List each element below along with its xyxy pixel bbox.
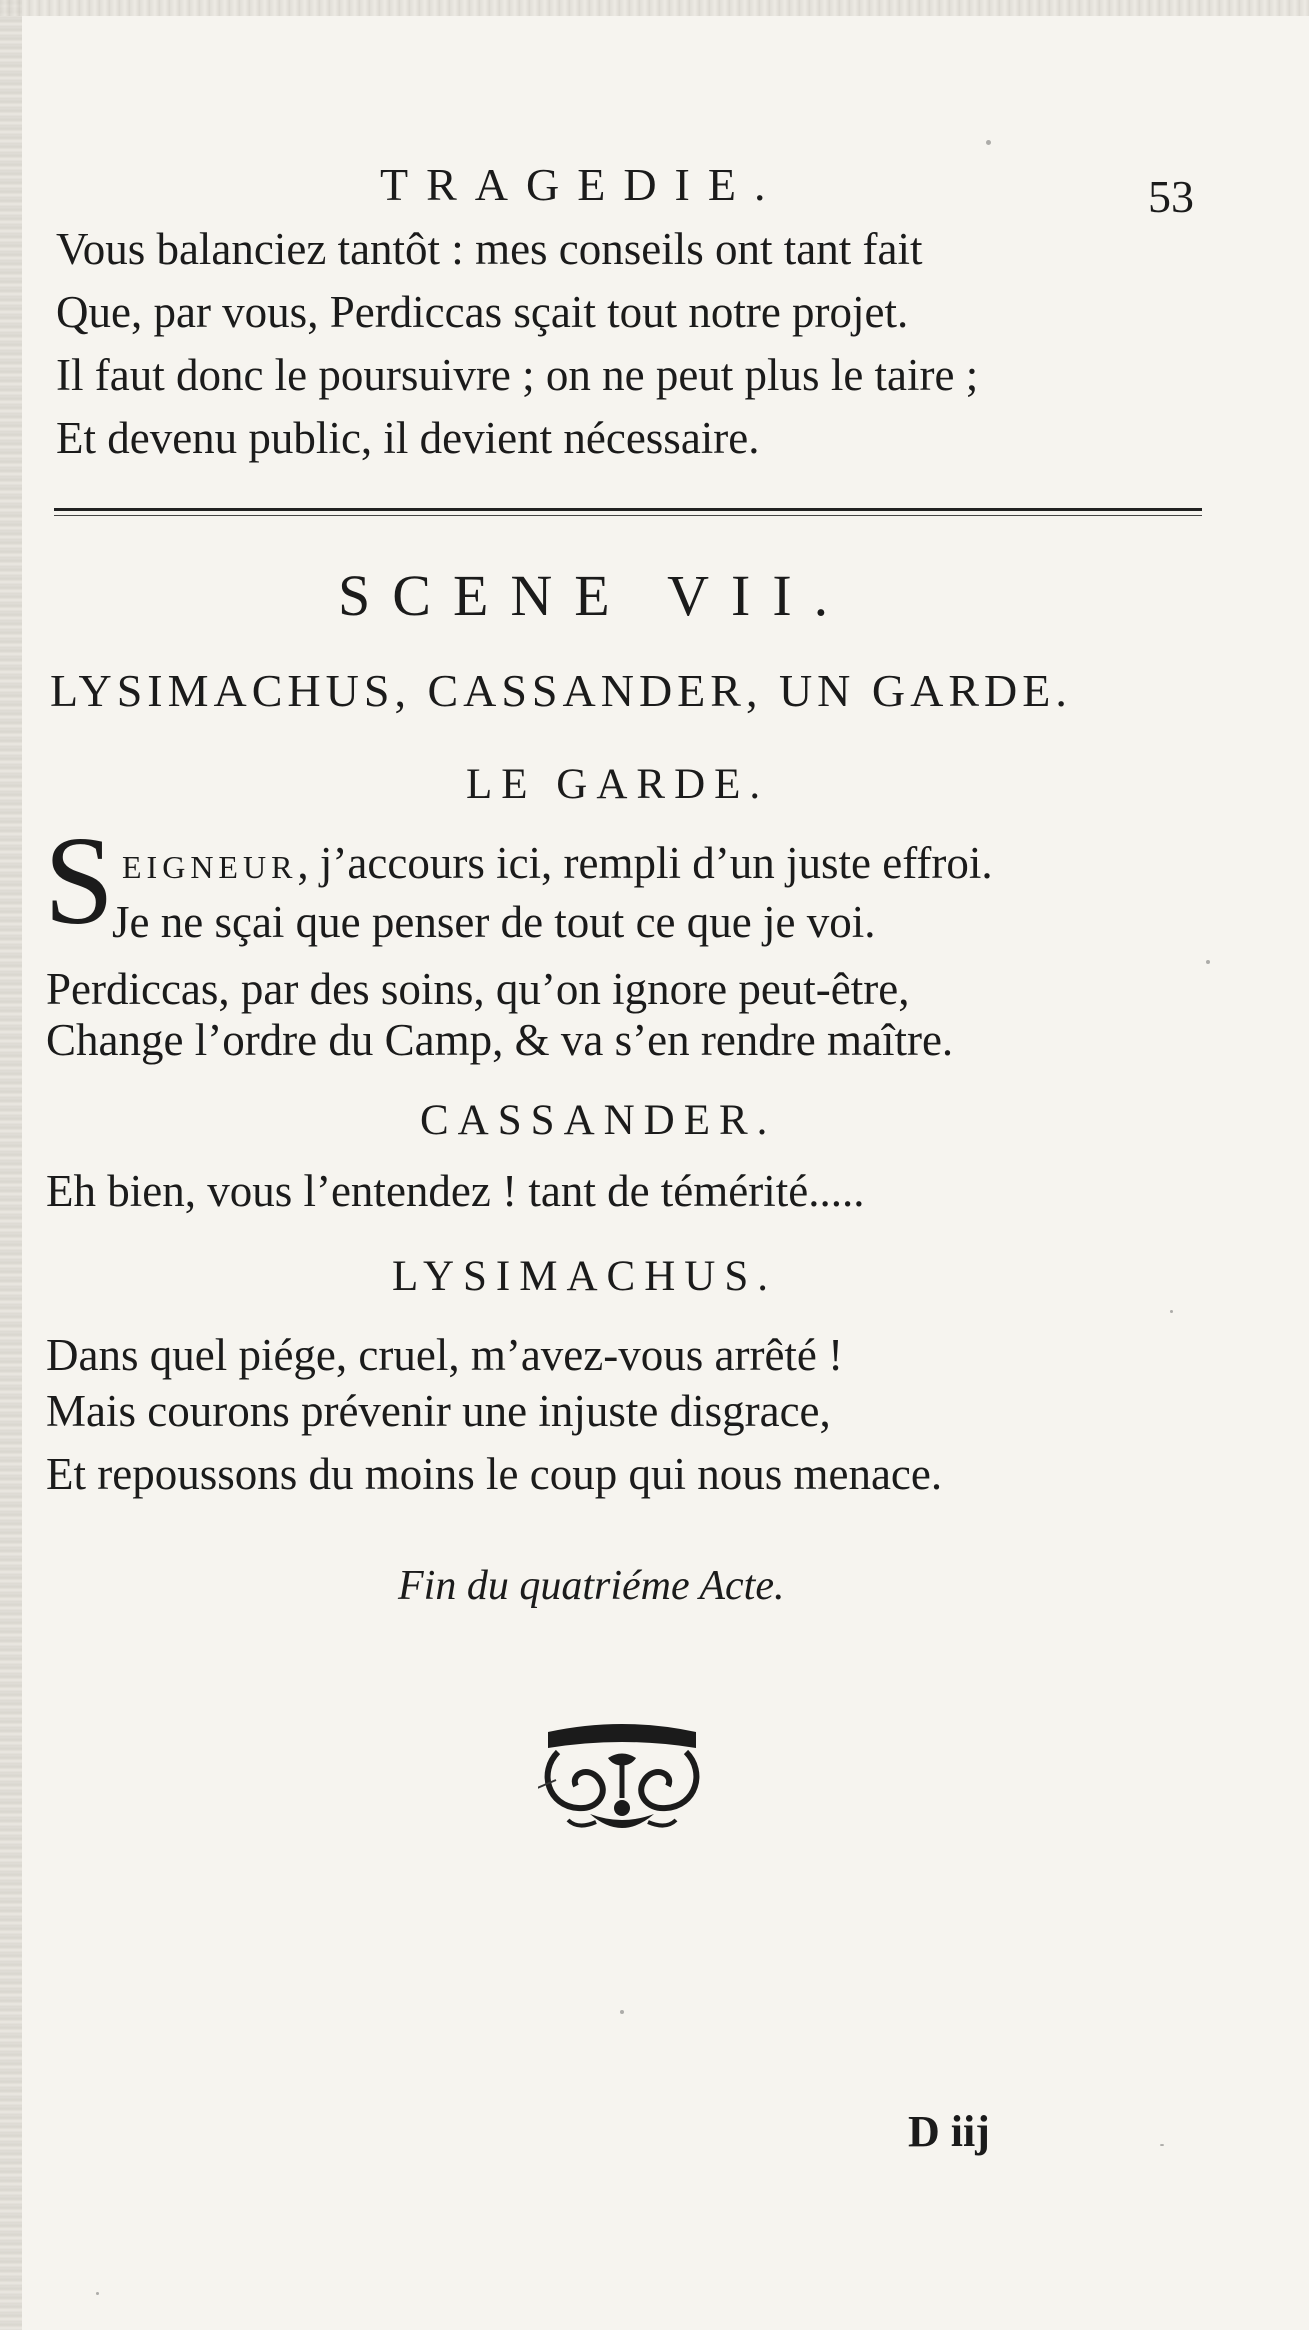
verse-line: Perdiccas, par des soins, qu’on ignore peut-être, (46, 964, 910, 1014)
printers-ornament-icon (538, 1722, 706, 1840)
drop-cap: S (44, 812, 115, 951)
scene-title: SCENE VII. (338, 563, 851, 628)
paper-speck (986, 140, 991, 145)
section-rule (54, 508, 1202, 511)
speaker-name: CASSANDER. (420, 1097, 777, 1144)
verse-line: Dans quel piége, cruel, m’avez-vous arrêté ! (46, 1330, 844, 1380)
paper-speck (1170, 1310, 1173, 1313)
first-word-small-caps: EIGNEUR (122, 849, 298, 885)
verse-line: Et devenu public, il devient nécessaire. (56, 413, 760, 463)
verse-line: Je ne sçai que penser de tout ce que je voi. (112, 897, 876, 947)
signature-mark: D iij (908, 2107, 990, 2156)
verse-line: Que, par vous, Perdiccas sçait tout notre projet. (56, 287, 909, 337)
section-rule-thin (54, 515, 1202, 516)
page-edge-left (0, 0, 22, 2330)
paper-speck (1160, 2144, 1164, 2146)
running-head: TRAGEDIE. (380, 159, 784, 210)
verse-line-first (122, 836, 993, 894)
first-line-rest: , j’accours ici, rempli d’un juste effroi. (297, 838, 993, 888)
verse-line: Il faut donc le poursuivre ; on ne peut plus le taire ; (56, 350, 979, 400)
paper-speck (96, 2292, 99, 2295)
verse-line: Eh bien, vous l’entendez ! tant de témérité..... (46, 1166, 865, 1216)
verse-line: Mais courons prévenir une injuste disgrace, (46, 1386, 831, 1436)
paper-speck (1206, 960, 1210, 964)
page-edge-top (0, 0, 1309, 16)
verse-line: Vous balanciez tantôt : mes conseils ont tant fait (56, 224, 923, 274)
end-of-act-note: Fin du quatriéme Acte. (398, 1563, 785, 1609)
page-number: 53 (1148, 171, 1194, 222)
verse-line: Et repoussons du moins le coup qui nous menace. (46, 1449, 943, 1499)
speaker-name: LE GARDE. (466, 761, 770, 808)
scene-characters: LYSIMACHUS, CASSANDER, UN GARDE. (50, 665, 1072, 716)
paper-speck (620, 2010, 624, 2014)
verse-line: Change l’ordre du Camp, & va s’en rendre maître. (46, 1015, 954, 1065)
speaker-name: LYSIMACHUS. (392, 1253, 777, 1300)
